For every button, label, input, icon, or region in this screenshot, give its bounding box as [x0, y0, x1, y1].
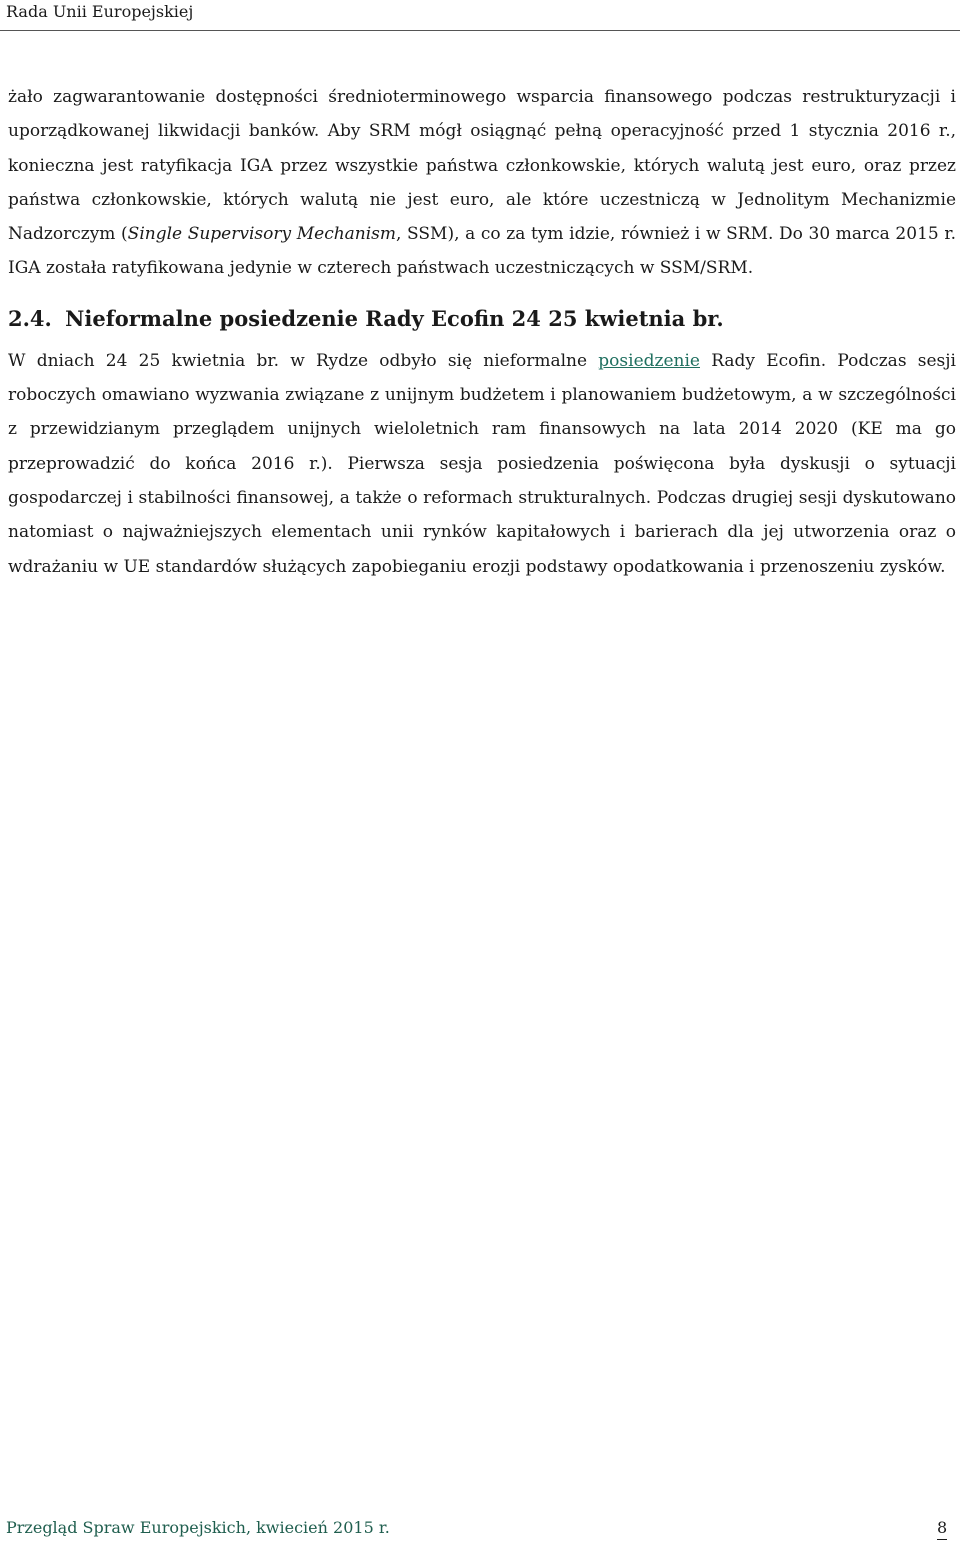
paragraph-text: Rady Ecofin. Podczas sesji roboczych omawiano wyzwania związane z unijnym budżetem i planowaniem budżetowym, a w szczególności z przewidzianym przeglądem unijnych wieloletnich ram finansowych na lata 2014 2020 (KE ma go przeprowadzić do końca 2016 r.). Pierwsza sesja posiedzenia poświęcona była dyskusji o sytuacji gospodarczej i stabilności finansowej, a także o reformach strukturalnych. Podczas drugiej sesji dyskutowano natomiast o najważniejszych elementach unii rynków kapitałowych i barierach dla jej utworzenia oraz o wdrażaniu w UE standardów służących zapobieganiu erozji podstawy opodatkowania i przenoszeniu zysków. [8, 350, 956, 577]
paragraph-text: W dniach 24 25 kwietnia br. w Rydze odbyło się nieformalne [8, 350, 599, 371]
posiedzenie-link[interactable]: posiedzenie [598, 350, 700, 371]
paragraph-italic-term: Single Supervisory Mechanism [127, 224, 397, 245]
paragraph-ecofin [8, 344, 956, 584]
footer-source: Przegląd Spraw Europejskich, kwiecień 2015 r. [6, 1518, 390, 1537]
running-header: Rada Unii Europejskiej [6, 2, 194, 21]
header-divider [0, 30, 960, 31]
paragraph-text: żało zagwarantowanie dostępności średnioterminowego wsparcia finansowego podczas restrukturyzacji i uporządkowanej likwidacji banków. Aby SRM mógł osiągnąć pełną operacyjność przed 1 stycznia 2016 r., konieczna jest ratyfikacja IGA przez wszystkie państwa członkowskie, których walutą jest euro, oraz przez państwa członkowskie, których walutą nie jest euro, ale które uczestniczą w Jednolitym Mechanizmie Nadzorczym ( [8, 87, 956, 245]
paragraph-ratification [8, 80, 956, 286]
section-number: 2.4. [8, 305, 52, 331]
section-heading [8, 304, 956, 334]
document-body [8, 80, 956, 584]
paragraph-text: , SSM), a co za tym idzie, również i w SRM. Do 30 marca 2015 r. IGA została ratyfikowana jedynie w czterech państwach uczestniczących w SSM/SRM. [8, 224, 956, 279]
page-number: 8 [937, 1518, 947, 1540]
section-title: Nieformalne posiedzenie Rady Ecofin 24 25 kwietnia br. [65, 305, 724, 331]
